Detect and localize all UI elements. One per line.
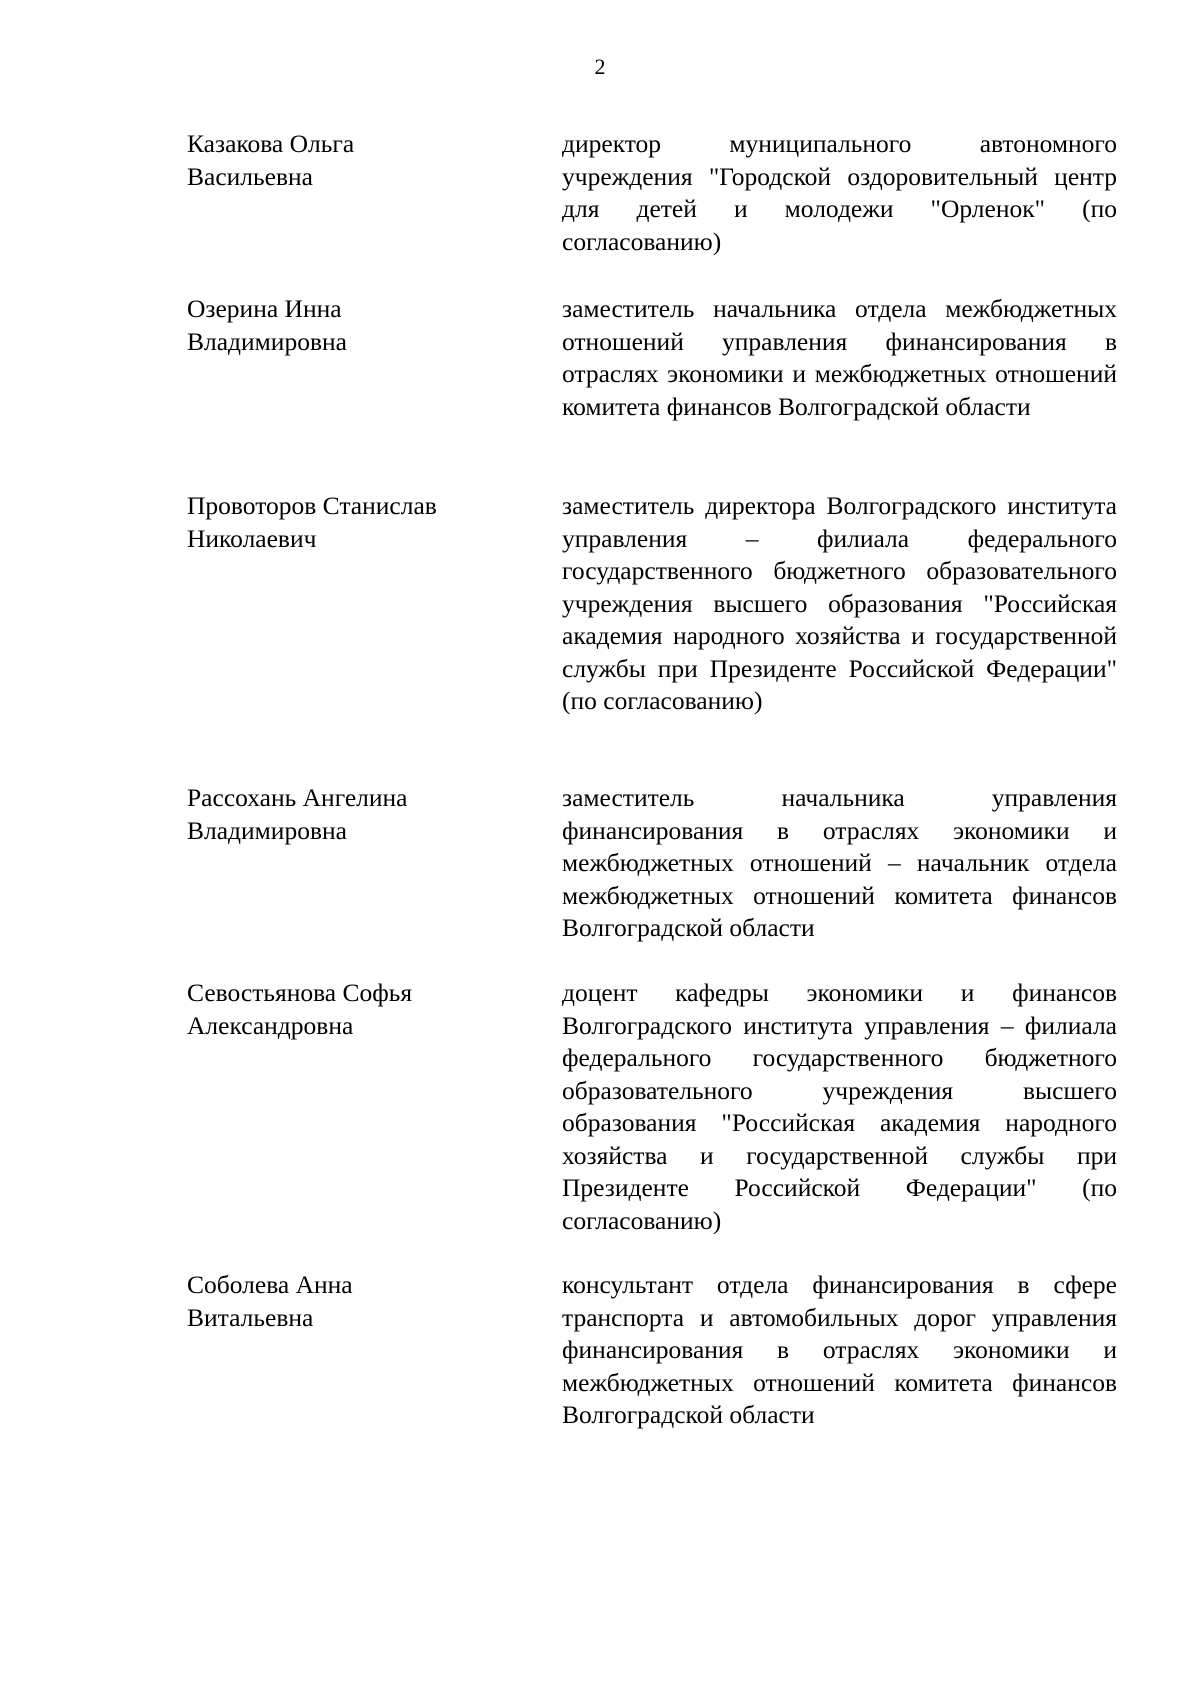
member-full-name — [187, 490, 517, 555]
member-surname-name: Провоторов Станислав — [187, 491, 437, 520]
member-full-name — [187, 293, 517, 358]
member-patronymic: Васильевна — [187, 161, 313, 191]
member-surname-name: Севостьянова Софья — [187, 978, 413, 1007]
member-surname-name: Соболева Анна — [187, 1270, 353, 1299]
member-position: консультант отдела финансирования в сфере транспорта и автомобильных дорог управления финансирования в отраслях экономики и межбюджетных отношений комитета финансов Волгоградской области — [562, 1270, 1117, 1429]
member-position: директор муниципального автономного учреждения "Городской оздоровительный центр для детей и молодежи "Орленок" (по согласованию) — [562, 129, 1117, 256]
member-patronymic: Владимировна — [187, 815, 347, 845]
member-position: заместитель начальника отдела межбюджетных отношений управления финансирования в отраслях экономики и межбюджетных отношений комитета финансов Волгоградской области — [562, 294, 1117, 421]
member-position: заместитель начальника управления финансирования в отраслях экономики и межбюджетных отношений – начальник отдела межбюджетных отношений комитета финансов Волгоградской области — [562, 783, 1117, 942]
page-number: 2 — [594, 54, 606, 79]
member-full-name — [187, 1269, 517, 1334]
member-patronymic: Витальевна — [187, 1302, 314, 1332]
member-surname-name: Рассохань Ангелина — [187, 783, 408, 812]
member-full-name — [187, 128, 517, 193]
member-surname-name: Казакова Ольга — [187, 129, 355, 158]
member-position: доцент кафедры экономики и финансов Волгоградского института управления – филиала федерального государственного бюджетного образовательного учреждения высшего образования "Российская академия народного хозяйства и государственной службы при Президенте Российской Федерации" (по согласованию) — [562, 978, 1117, 1235]
member-full-name — [187, 977, 517, 1042]
member-surname-name: Озерина Инна — [187, 294, 342, 323]
member-full-name — [187, 782, 517, 847]
member-patronymic: Владимировна — [187, 326, 347, 356]
member-position: заместитель директора Волгоградского института управления – филиала федерального государственного бюджетного образовательного учреждения высшего образования "Российская академия народного хозяйства и государственной службы при Президенте Российской Федерации" (по согласованию) — [562, 491, 1117, 715]
member-patronymic: Николаевич — [187, 523, 317, 553]
member-patronymic: Александровна — [187, 1010, 354, 1040]
